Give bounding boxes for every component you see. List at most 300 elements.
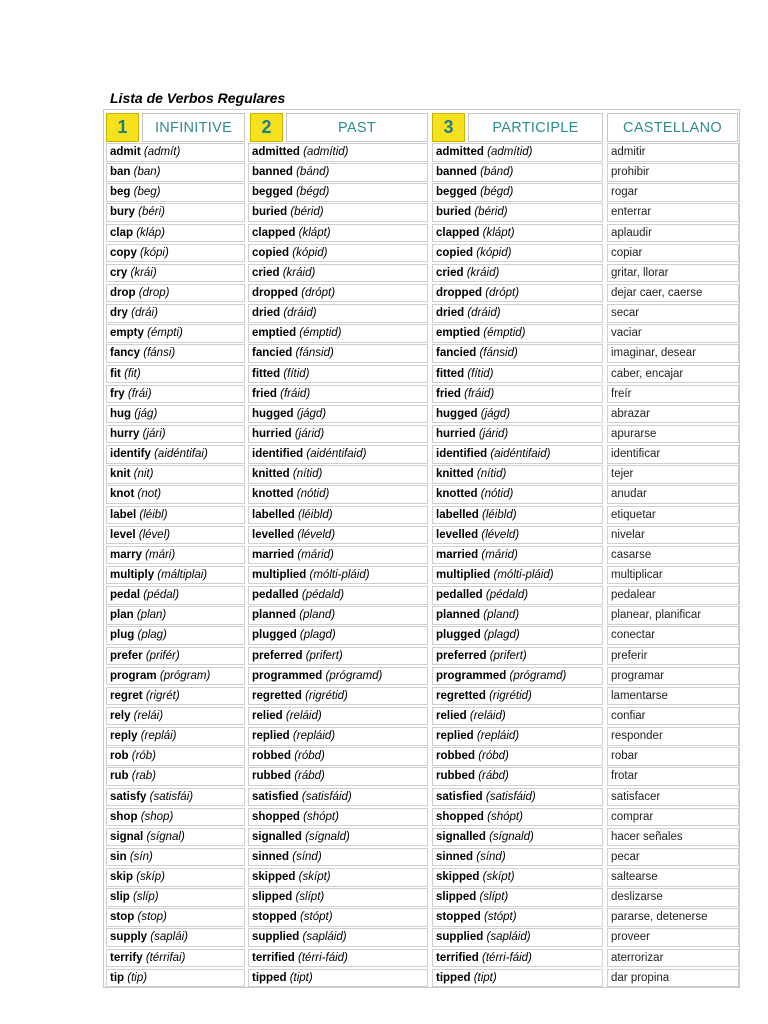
cell-participle bbox=[432, 143, 603, 162]
cell-past-pronunciation: (sígnald) bbox=[305, 830, 350, 843]
cell-past bbox=[248, 506, 428, 525]
cell-infinitive bbox=[106, 224, 245, 243]
cell-castellano: lamentarse bbox=[607, 687, 739, 706]
cell-past bbox=[248, 928, 428, 947]
cell-past-pronunciation: (pland) bbox=[299, 609, 336, 622]
cell-infinitive-pronunciation: (térrifai) bbox=[145, 951, 186, 964]
cell-past-pronunciation: (prógramd) bbox=[325, 669, 383, 682]
cell-participle-pronunciation: (reláid) bbox=[469, 709, 506, 722]
cell-participle-verb: levelled bbox=[436, 528, 479, 541]
cell-participle-pronunciation: (prógramd) bbox=[509, 669, 567, 682]
cell-past bbox=[248, 143, 428, 162]
cell-infinitive bbox=[106, 465, 245, 484]
cell-infinitive bbox=[106, 566, 245, 585]
cell-past bbox=[248, 163, 428, 182]
cell-participle-verb: knitted bbox=[436, 468, 474, 481]
cell-infinitive-verb: signal bbox=[110, 830, 144, 843]
cell-participle-pronunciation: (sínd) bbox=[476, 850, 506, 863]
cell-castellano: multiplicar bbox=[607, 566, 739, 585]
cell-past-pronunciation: (nótid) bbox=[296, 488, 330, 501]
cell-past-verb: dried bbox=[252, 307, 281, 320]
cell-participle-verb: terrified bbox=[436, 951, 479, 964]
column-number-1: 1 bbox=[106, 113, 139, 142]
cell-participle-pronunciation: (jágd) bbox=[480, 407, 511, 420]
cell-infinitive bbox=[106, 385, 245, 404]
cell-infinitive-pronunciation: (saplái) bbox=[150, 931, 188, 944]
cell-infinitive-pronunciation: (drop) bbox=[138, 286, 170, 299]
cell-participle-pronunciation: (admítid) bbox=[487, 146, 533, 158]
cell-infinitive-pronunciation: (lével) bbox=[138, 528, 171, 541]
cell-castellano: enterrar bbox=[607, 203, 739, 222]
cell-castellano: pedalear bbox=[607, 586, 739, 605]
cell-past-pronunciation: (dráid) bbox=[283, 307, 317, 320]
cell-past bbox=[248, 224, 428, 243]
cell-castellano: apurarse bbox=[607, 425, 739, 444]
cell-participle bbox=[432, 586, 603, 605]
cell-infinitive-pronunciation: (léibl) bbox=[139, 508, 168, 521]
cell-past bbox=[248, 586, 428, 605]
cell-participle-verb: rubbed bbox=[436, 770, 475, 783]
cell-infinitive-pronunciation: (drái) bbox=[131, 307, 158, 320]
cell-castellano: planear, planificar bbox=[607, 606, 739, 625]
cell-infinitive bbox=[106, 365, 245, 384]
cell-past-verb: signalled bbox=[252, 830, 302, 843]
cell-infinitive bbox=[106, 324, 245, 343]
cell-participle-pronunciation: (léibld) bbox=[482, 508, 517, 521]
cell-participle-pronunciation: (slípt) bbox=[479, 891, 509, 904]
cell-infinitive-verb: plug bbox=[110, 629, 135, 642]
cell-infinitive-verb: identify bbox=[110, 448, 151, 461]
cell-participle-pronunciation: (fráid) bbox=[464, 387, 495, 400]
cell-infinitive bbox=[106, 163, 245, 182]
cell-past bbox=[248, 828, 428, 847]
cell-castellano: robar bbox=[607, 747, 739, 766]
cell-past-verb: identified bbox=[252, 448, 304, 461]
cell-infinitive-verb: rob bbox=[110, 750, 129, 763]
cell-past bbox=[248, 566, 428, 585]
cell-infinitive-verb: fit bbox=[110, 367, 121, 380]
cell-past-pronunciation: (tipt) bbox=[289, 971, 313, 984]
cell-past-pronunciation: (kópid) bbox=[292, 246, 328, 259]
cell-infinitive-pronunciation: (pédal) bbox=[143, 589, 180, 602]
cell-participle-verb: cried bbox=[436, 266, 464, 279]
cell-castellano: proveer bbox=[607, 928, 739, 947]
cell-participle-pronunciation: (bégd) bbox=[480, 186, 514, 199]
cell-past bbox=[248, 425, 428, 444]
cell-participle-pronunciation: (kópid) bbox=[476, 246, 512, 259]
cell-participle-verb: regretted bbox=[436, 689, 486, 702]
cell-past bbox=[248, 767, 428, 786]
cell-past bbox=[248, 284, 428, 303]
cell-past-pronunciation: (rábd) bbox=[294, 770, 325, 783]
cell-participle-verb: knotted bbox=[436, 488, 478, 501]
cell-past-verb: pedalled bbox=[252, 589, 299, 602]
cell-past-pronunciation: (sapláid) bbox=[302, 931, 347, 944]
cell-past-pronunciation: (émptid) bbox=[299, 327, 342, 340]
cell-infinitive-verb: prefer bbox=[110, 649, 143, 662]
cell-castellano: tejer bbox=[607, 465, 739, 484]
cell-participle-pronunciation: (bérid) bbox=[474, 206, 508, 219]
cell-past-verb: hugged bbox=[252, 407, 294, 420]
cell-infinitive-pronunciation: (replái) bbox=[140, 730, 177, 743]
cell-infinitive-pronunciation: (satisfái) bbox=[149, 790, 194, 803]
cell-infinitive-verb: empty bbox=[110, 327, 144, 340]
cell-past bbox=[248, 788, 428, 807]
cell-infinitive-verb: supply bbox=[110, 931, 148, 944]
cell-past-verb: levelled bbox=[252, 528, 295, 541]
cell-castellano: rogar bbox=[607, 183, 739, 202]
header-past: PAST bbox=[286, 113, 428, 142]
cell-past-verb: fitted bbox=[252, 367, 281, 380]
cell-infinitive-verb: satisfy bbox=[110, 790, 147, 803]
cell-participle bbox=[432, 224, 603, 243]
cell-participle-pronunciation: (térri-fáid) bbox=[482, 951, 532, 964]
cell-infinitive-pronunciation: (krái) bbox=[130, 266, 157, 279]
cell-participle-verb: clapped bbox=[436, 226, 480, 239]
cell-past bbox=[248, 546, 428, 565]
cell-infinitive bbox=[106, 647, 245, 666]
cell-infinitive-pronunciation: (nit) bbox=[133, 468, 154, 481]
cell-past bbox=[248, 808, 428, 827]
cell-participle bbox=[432, 747, 603, 766]
cell-castellano: pecar bbox=[607, 848, 739, 867]
cell-infinitive bbox=[106, 405, 245, 424]
cell-infinitive bbox=[106, 586, 245, 605]
cell-participle-verb: begged bbox=[436, 186, 477, 199]
cell-past bbox=[248, 183, 428, 202]
cell-participle bbox=[432, 163, 603, 182]
cell-past-pronunciation: (drópt) bbox=[301, 286, 336, 299]
cell-participle-pronunciation: (róbd) bbox=[478, 750, 509, 763]
cell-past-verb: planned bbox=[252, 609, 297, 622]
cell-infinitive-pronunciation: (kláp) bbox=[136, 226, 165, 239]
header-participle: PARTICIPLE bbox=[468, 113, 603, 142]
cell-infinitive-pronunciation: (not) bbox=[137, 488, 162, 501]
cell-participle-pronunciation: (mólti-pláid) bbox=[493, 568, 554, 581]
cell-participle bbox=[432, 183, 603, 202]
cell-infinitive-verb: terrify bbox=[110, 951, 143, 964]
cell-infinitive-pronunciation: (sín) bbox=[129, 850, 153, 863]
cell-infinitive-pronunciation: (beg) bbox=[133, 186, 161, 199]
cell-participle bbox=[432, 203, 603, 222]
cell-past bbox=[248, 707, 428, 726]
cell-castellano: casarse bbox=[607, 546, 739, 565]
cell-participle-verb: fitted bbox=[436, 367, 465, 380]
cell-infinitive-verb: clap bbox=[110, 226, 134, 239]
cell-infinitive-verb: program bbox=[110, 669, 157, 682]
cell-past-verb: hurried bbox=[252, 427, 292, 440]
cell-infinitive-verb: copy bbox=[110, 246, 137, 259]
cell-past bbox=[248, 606, 428, 625]
cell-past-verb: shopped bbox=[252, 810, 300, 823]
header-castellano: CASTELLANO bbox=[607, 113, 738, 142]
cell-participle bbox=[432, 506, 603, 525]
cell-infinitive-pronunciation: (stop) bbox=[137, 911, 167, 924]
cell-participle-pronunciation: (prifert) bbox=[489, 649, 527, 662]
cell-participle bbox=[432, 888, 603, 907]
cell-participle bbox=[432, 667, 603, 686]
cell-past-verb: copied bbox=[252, 246, 290, 259]
cell-participle-verb: hugged bbox=[436, 407, 478, 420]
cell-participle-verb: married bbox=[436, 548, 479, 561]
cell-castellano: conectar bbox=[607, 626, 739, 645]
cell-participle-verb: multiplied bbox=[436, 568, 491, 581]
cell-participle bbox=[432, 385, 603, 404]
cell-infinitive bbox=[106, 183, 245, 202]
cell-infinitive bbox=[106, 485, 245, 504]
cell-past-pronunciation: (jágd) bbox=[296, 407, 327, 420]
cell-participle-pronunciation: (aidéntifaid) bbox=[490, 448, 551, 461]
cell-infinitive bbox=[106, 143, 245, 162]
cell-past-pronunciation: (bégd) bbox=[296, 186, 330, 199]
cell-infinitive-verb: fancy bbox=[110, 347, 141, 360]
cell-infinitive-verb: knit bbox=[110, 468, 131, 481]
cell-castellano: frotar bbox=[607, 767, 739, 786]
cell-infinitive-verb: fry bbox=[110, 387, 125, 400]
cell-infinitive bbox=[106, 506, 245, 525]
cell-castellano: secar bbox=[607, 304, 739, 323]
cell-participle-verb: supplied bbox=[436, 931, 484, 944]
cell-infinitive-verb: bury bbox=[110, 206, 135, 219]
cell-participle-verb: emptied bbox=[436, 327, 481, 340]
cell-past-verb: programmed bbox=[252, 669, 323, 682]
cell-past bbox=[248, 647, 428, 666]
cell-past-pronunciation: (repláid) bbox=[292, 730, 336, 743]
cell-infinitive bbox=[106, 425, 245, 444]
cell-past bbox=[248, 304, 428, 323]
cell-past bbox=[248, 344, 428, 363]
cell-castellano: prohibir bbox=[607, 163, 739, 182]
cell-infinitive-pronunciation: (mári) bbox=[145, 548, 176, 561]
cell-infinitive-verb: regret bbox=[110, 689, 143, 702]
cell-infinitive-verb: hug bbox=[110, 407, 132, 420]
cell-past bbox=[248, 385, 428, 404]
cell-castellano: identificar bbox=[607, 445, 739, 464]
cell-participle-verb: robbed bbox=[436, 750, 475, 763]
cell-participle-verb: signalled bbox=[436, 830, 486, 843]
cell-castellano: imaginar, desear bbox=[607, 344, 739, 363]
header-infinitive: INFINITIVE bbox=[142, 113, 245, 142]
cell-past-verb: admitted bbox=[252, 146, 300, 158]
column-number-2: 2 bbox=[250, 113, 283, 142]
cell-participle-verb: sinned bbox=[436, 850, 474, 863]
cell-participle-pronunciation: (émptid) bbox=[483, 327, 526, 340]
cell-castellano: dejar caer, caerse bbox=[607, 284, 739, 303]
cell-infinitive-pronunciation: (rab) bbox=[131, 770, 157, 783]
cell-past-verb: robbed bbox=[252, 750, 291, 763]
cell-castellano: admitir bbox=[607, 143, 739, 162]
cell-participle bbox=[432, 606, 603, 625]
cell-infinitive bbox=[106, 788, 245, 807]
cell-infinitive-pronunciation: (shop) bbox=[140, 810, 174, 823]
cell-participle-pronunciation: (stópt) bbox=[483, 911, 517, 924]
cell-castellano: dar propina bbox=[607, 969, 739, 988]
cell-past-pronunciation: (reláid) bbox=[285, 709, 322, 722]
cell-infinitive-pronunciation: (frái) bbox=[127, 387, 152, 400]
cell-past bbox=[248, 324, 428, 343]
cell-infinitive bbox=[106, 707, 245, 726]
cell-participle bbox=[432, 647, 603, 666]
cell-participle-verb: planned bbox=[436, 609, 481, 622]
cell-infinitive bbox=[106, 687, 245, 706]
cell-past-verb: slipped bbox=[252, 891, 293, 904]
cell-participle-verb: banned bbox=[436, 166, 477, 179]
cell-infinitive bbox=[106, 445, 245, 464]
cell-castellano: gritar, llorar bbox=[607, 264, 739, 283]
cell-past-verb: emptied bbox=[252, 327, 297, 340]
cell-participle-verb: dried bbox=[436, 307, 465, 320]
cell-castellano: comprar bbox=[607, 808, 739, 827]
cell-castellano: abrazar bbox=[607, 405, 739, 424]
cell-participle-pronunciation: (rábd) bbox=[478, 770, 509, 783]
cell-infinitive bbox=[106, 344, 245, 363]
cell-infinitive-verb: marry bbox=[110, 548, 142, 561]
cell-past-verb: relied bbox=[252, 709, 283, 722]
cell-participle-verb: labelled bbox=[436, 508, 479, 521]
cell-participle-verb: dropped bbox=[436, 286, 482, 299]
cell-infinitive bbox=[106, 626, 245, 645]
cell-participle-pronunciation: (fánsid) bbox=[479, 347, 518, 360]
cell-participle bbox=[432, 908, 603, 927]
cell-participle-verb: tipped bbox=[436, 971, 471, 984]
cell-infinitive-verb: ban bbox=[110, 166, 131, 179]
cell-participle-verb: replied bbox=[436, 730, 474, 743]
cell-participle bbox=[432, 848, 603, 867]
cell-castellano: vaciar bbox=[607, 324, 739, 343]
cell-infinitive-verb: label bbox=[110, 508, 137, 521]
cell-past bbox=[248, 465, 428, 484]
cell-participle-pronunciation: (sapláid) bbox=[486, 931, 531, 944]
cell-past-verb: plugged bbox=[252, 629, 297, 642]
cell-participle-verb: fancied bbox=[436, 347, 477, 360]
cell-infinitive-pronunciation: (plan) bbox=[136, 609, 167, 622]
cell-participle bbox=[432, 969, 603, 988]
column-number-3: 3 bbox=[432, 113, 465, 142]
cell-infinitive-verb: stop bbox=[110, 911, 135, 924]
cell-infinitive-verb: rub bbox=[110, 770, 129, 783]
cell-castellano: aplaudir bbox=[607, 224, 739, 243]
cell-castellano: freír bbox=[607, 385, 739, 404]
cell-castellano: deslizarse bbox=[607, 888, 739, 907]
cell-castellano: anudar bbox=[607, 485, 739, 504]
cell-past-verb: banned bbox=[252, 166, 293, 179]
cell-participle-pronunciation: (skípt) bbox=[482, 871, 515, 884]
cell-infinitive-pronunciation: (sígnal) bbox=[146, 830, 185, 843]
cell-past bbox=[248, 969, 428, 988]
cell-participle bbox=[432, 767, 603, 786]
cell-past bbox=[248, 727, 428, 746]
cell-participle-pronunciation: (plagd) bbox=[483, 629, 520, 642]
cell-past-verb: begged bbox=[252, 186, 293, 199]
cell-past bbox=[248, 405, 428, 424]
cell-participle bbox=[432, 365, 603, 384]
cell-infinitive bbox=[106, 949, 245, 968]
cell-infinitive-verb: sin bbox=[110, 850, 127, 863]
cell-past bbox=[248, 264, 428, 283]
cell-infinitive bbox=[106, 808, 245, 827]
cell-past-verb: rubbed bbox=[252, 770, 291, 783]
cell-participle-pronunciation: (dráid) bbox=[467, 307, 501, 320]
cell-participle-pronunciation: (pland) bbox=[483, 609, 520, 622]
cell-past-verb: sinned bbox=[252, 850, 290, 863]
cell-infinitive-verb: level bbox=[110, 528, 136, 541]
cell-infinitive-verb: beg bbox=[110, 186, 131, 199]
cell-infinitive bbox=[106, 868, 245, 887]
cell-participle-verb: buried bbox=[436, 206, 472, 219]
cell-infinitive-pronunciation: (kópi) bbox=[140, 246, 169, 259]
cell-past-verb: preferred bbox=[252, 649, 303, 662]
cell-past-pronunciation: (mólti-pláid) bbox=[309, 568, 370, 581]
cell-infinitive-pronunciation: (plag) bbox=[137, 629, 167, 642]
cell-infinitive-pronunciation: (skíp) bbox=[136, 871, 165, 884]
cell-past-pronunciation: (klápt) bbox=[298, 226, 331, 239]
cell-participle-pronunciation: (nítid) bbox=[476, 468, 507, 481]
cell-infinitive bbox=[106, 203, 245, 222]
cell-participle bbox=[432, 868, 603, 887]
cell-infinitive-verb: shop bbox=[110, 810, 138, 823]
cell-past-verb: fried bbox=[252, 387, 277, 400]
cell-participle-pronunciation: (shópt) bbox=[487, 810, 523, 823]
cell-infinitive-pronunciation: (admít) bbox=[143, 146, 181, 158]
cell-past-pronunciation: (rigrétid) bbox=[305, 689, 348, 702]
cell-past-pronunciation: (márid) bbox=[297, 548, 334, 561]
cell-participle bbox=[432, 304, 603, 323]
cell-infinitive bbox=[106, 767, 245, 786]
cell-participle-verb: skipped bbox=[436, 871, 480, 884]
cell-past bbox=[248, 848, 428, 867]
cell-infinitive bbox=[106, 908, 245, 927]
cell-past-pronunciation: (fráid) bbox=[280, 387, 311, 400]
cell-past bbox=[248, 203, 428, 222]
cell-infinitive bbox=[106, 606, 245, 625]
cell-participle bbox=[432, 526, 603, 545]
cell-participle-verb: fried bbox=[436, 387, 461, 400]
cell-past-verb: fancied bbox=[252, 347, 293, 360]
cell-participle bbox=[432, 425, 603, 444]
cell-past-pronunciation: (shópt) bbox=[303, 810, 339, 823]
cell-past-verb: terrified bbox=[252, 951, 295, 964]
cell-participle bbox=[432, 485, 603, 504]
cell-infinitive bbox=[106, 828, 245, 847]
cell-past-pronunciation: (térri-fáid) bbox=[298, 951, 348, 964]
cell-participle-pronunciation: (drópt) bbox=[485, 286, 520, 299]
cell-past-pronunciation: (plagd) bbox=[299, 629, 336, 642]
cell-infinitive bbox=[106, 546, 245, 565]
cell-castellano: copiar bbox=[607, 244, 739, 263]
cell-participle bbox=[432, 284, 603, 303]
cell-participle bbox=[432, 546, 603, 565]
cell-past-verb: stopped bbox=[252, 911, 297, 924]
cell-participle-verb: programmed bbox=[436, 669, 507, 682]
cell-past-pronunciation: (róbd) bbox=[294, 750, 325, 763]
cell-past bbox=[248, 445, 428, 464]
cell-past bbox=[248, 868, 428, 887]
cell-participle-pronunciation: (repláid) bbox=[476, 730, 520, 743]
cell-past-verb: satisfied bbox=[252, 790, 299, 803]
cell-participle-pronunciation: (satisfáid) bbox=[485, 790, 536, 803]
cell-infinitive bbox=[106, 284, 245, 303]
cell-participle-pronunciation: (márid) bbox=[481, 548, 518, 561]
cell-participle-verb: identified bbox=[436, 448, 488, 461]
cell-participle-verb: copied bbox=[436, 246, 474, 259]
cell-infinitive-verb: hurry bbox=[110, 427, 140, 440]
cell-infinitive-pronunciation: (rób) bbox=[131, 750, 157, 763]
cell-infinitive bbox=[106, 727, 245, 746]
cell-infinitive-pronunciation: (tip) bbox=[127, 971, 148, 984]
cell-past-verb: tipped bbox=[252, 971, 287, 984]
cell-past bbox=[248, 667, 428, 686]
cell-infinitive-verb: dry bbox=[110, 307, 128, 320]
